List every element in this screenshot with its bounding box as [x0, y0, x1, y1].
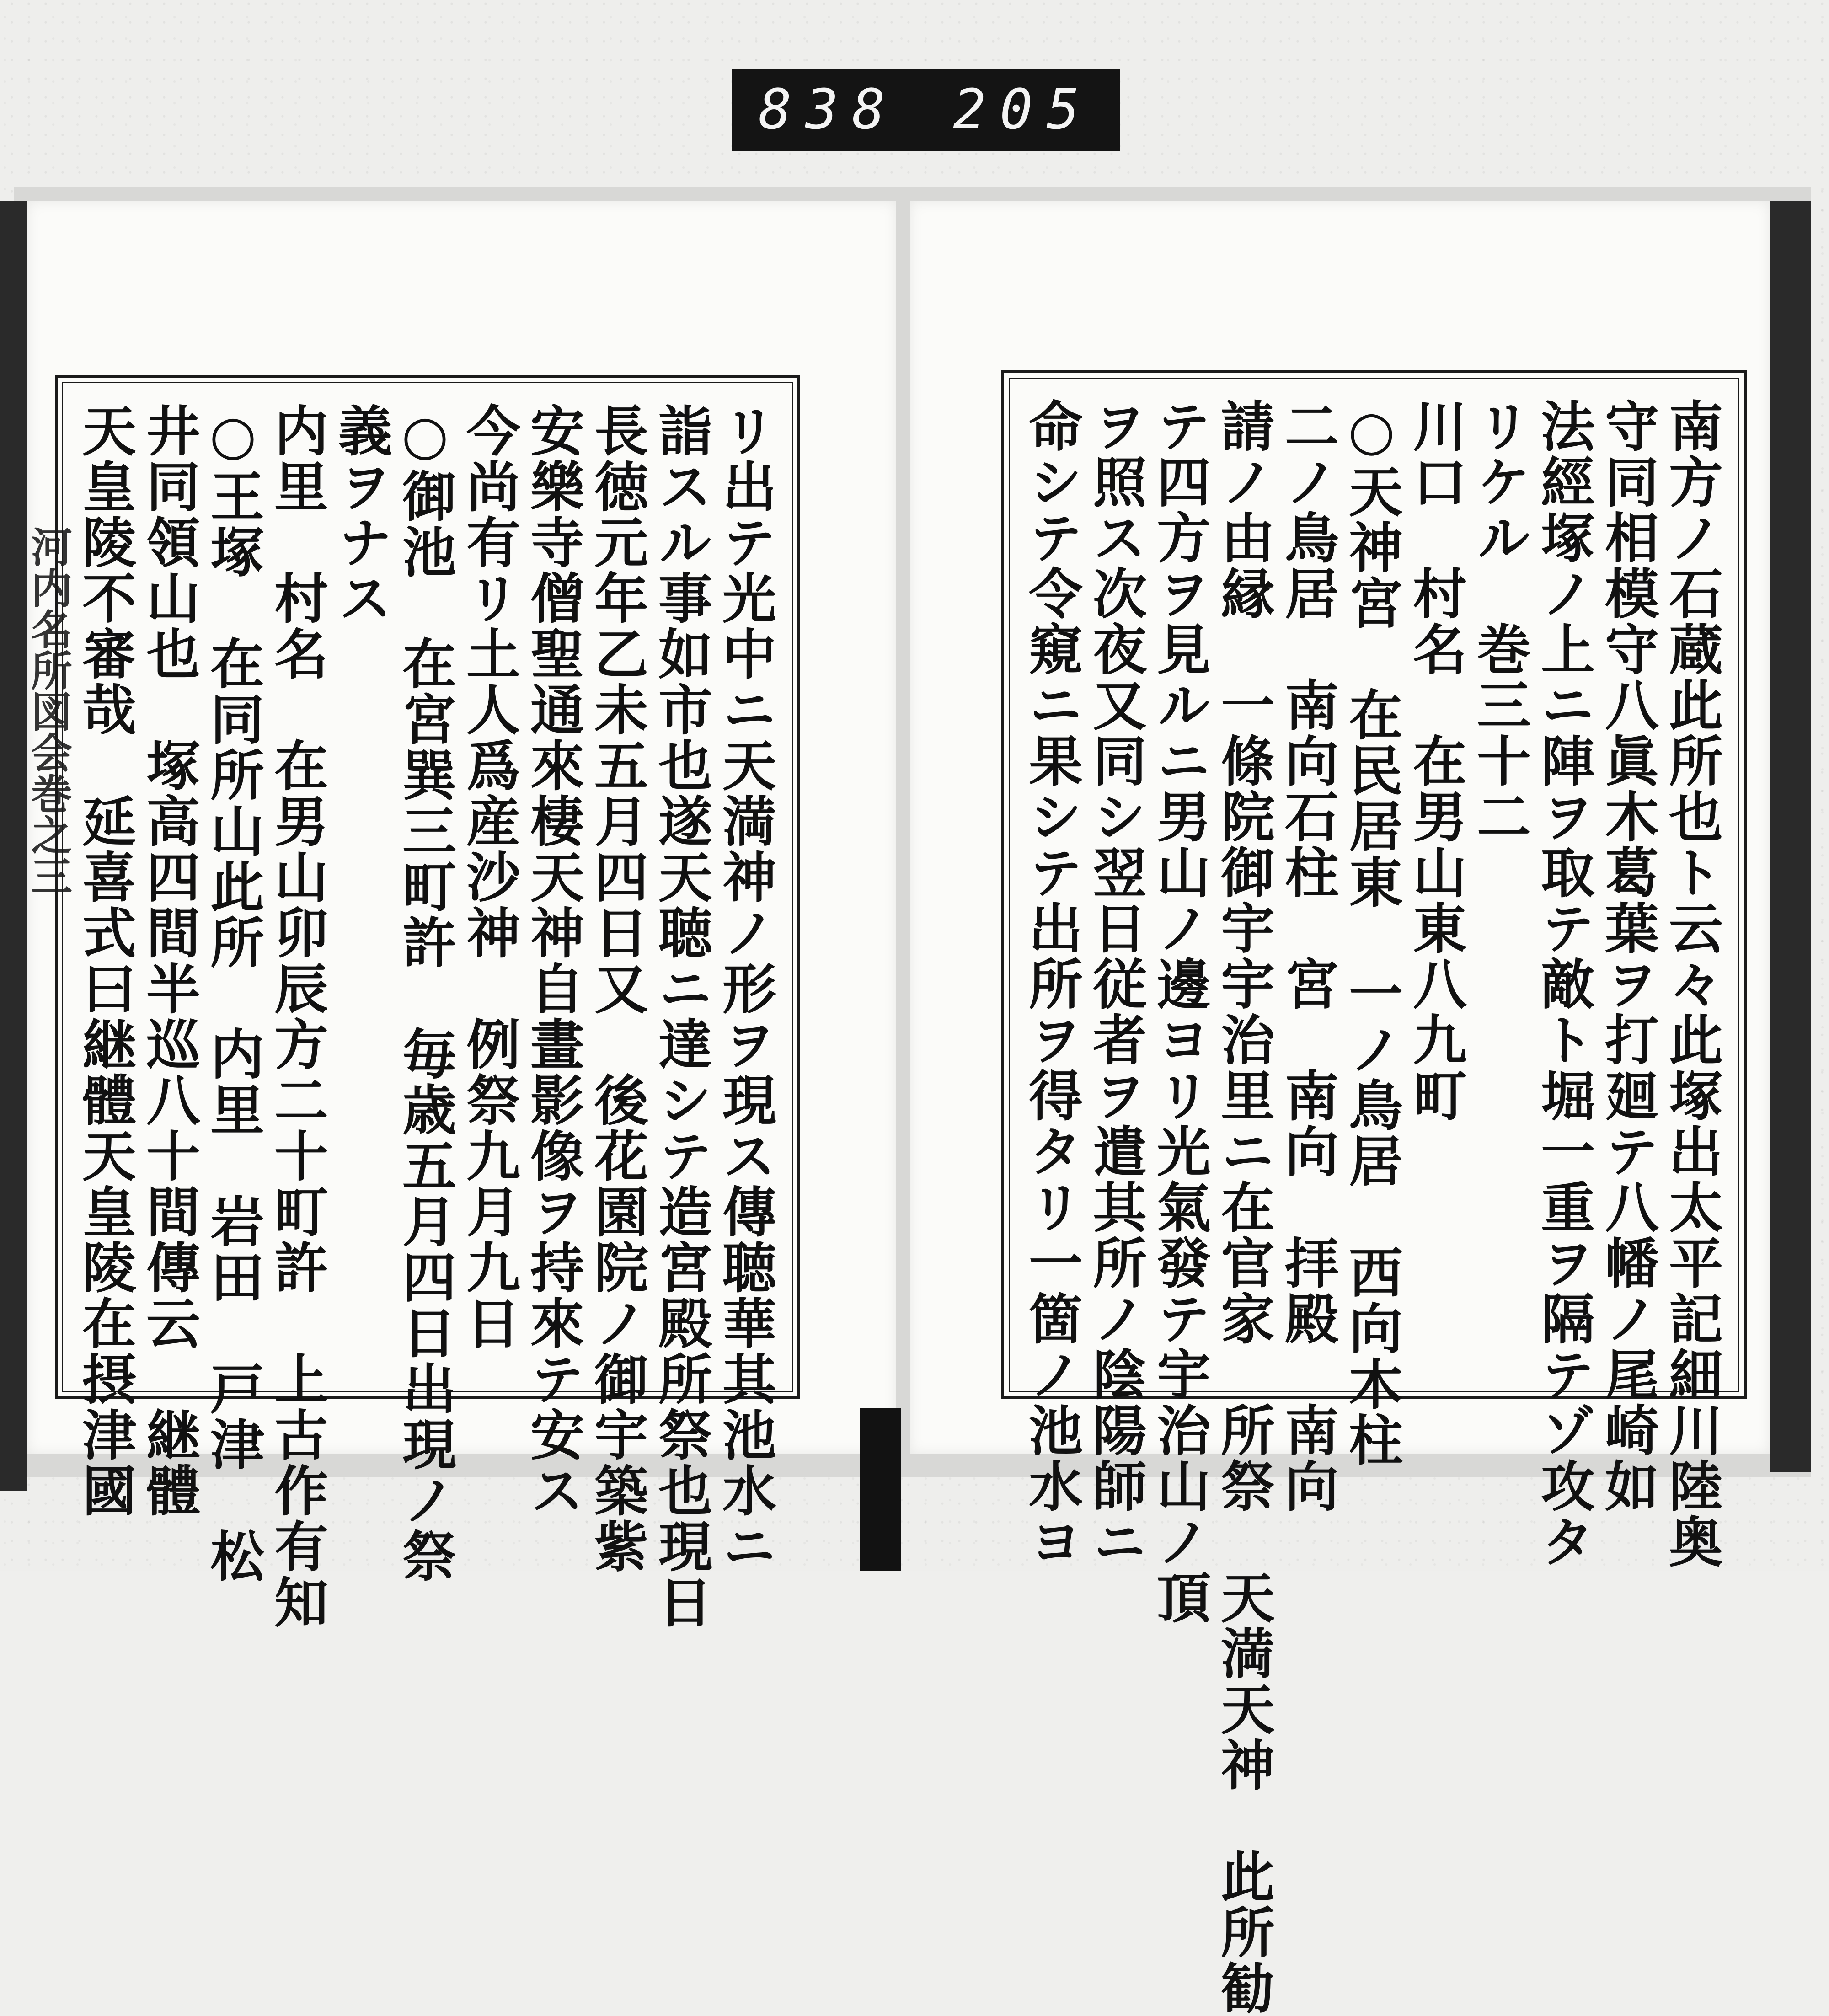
left-margin-title: 河内名所図会巻之三	[24, 526, 72, 896]
text-column: 今尚有リ土人爲産沙神 例祭九月九日	[457, 403, 521, 1351]
text-column: 天皇陵不審哉 延喜式曰継體天皇陵在摂津國	[73, 403, 137, 1519]
text-column: 守同相模守八眞木葛葉ヲ打廻テ八幡ノ尾崎如	[1596, 398, 1659, 1514]
text-column: 詣スル事如市也遂天聴ニ達シテ造宮殿所祭也現日	[649, 403, 713, 1630]
text-column: 川口 村名 在男山東八九町	[1404, 398, 1467, 1123]
text-column: テ四方ヲ見ルニ男山ノ邊ヨリ光氣發テ宇治山ノ頂	[1148, 398, 1211, 1626]
text-column: 長徳元年乙未五月四日又 後花園院ノ御宇築紫	[585, 403, 649, 1574]
text-column: ヲ照ス次夜又同シ翌日従者ヲ遣其所ノ陰陽師ニ	[1084, 398, 1147, 1570]
left-text-frame	[55, 375, 800, 1630]
text-column: 命シテ令窺ニ果シテ出所ヲ得タリ一箇ノ池水ヨ	[1020, 398, 1083, 1570]
page-number: 205	[953, 78, 1093, 142]
text-column: 請ノ由縁 一條院御宇宇治里ニ在官家 所祭 天満天神 此所勧	[1212, 398, 1275, 2016]
text-column: リケル 巻三十二	[1468, 398, 1531, 845]
binding-gutter	[860, 1408, 901, 1571]
text-column: リ出テ光中ニ天満神ノ形ヲ現ス傳聴華其池水ニ	[713, 403, 777, 1574]
text-column: 法經塚ノ上ニ陣ヲ取テ敵ト堀一重ヲ隔テゾ攻タ	[1532, 398, 1595, 1570]
text-column: 井同領山也 塚高四間半巡八十間傳云 継體	[137, 403, 201, 1519]
catalog-label-plate	[732, 69, 1120, 151]
text-column: 義ヲナス	[329, 403, 393, 626]
right-book-edge	[1770, 201, 1811, 1472]
text-column: ○王塚 在同所山此所 内里 岩田 戸津 松	[201, 403, 265, 1584]
text-column: ○御池 在宮巽三町許 毎歳五月四日出現ノ祭	[393, 403, 457, 1584]
catalog-number: 838	[759, 78, 899, 142]
text-column: ○天神宮 在民居東 一ノ鳥居 西向木柱	[1340, 398, 1403, 1468]
text-column: 安樂寺僧聖通來棲天神自畫影像ヲ持來テ安ス	[521, 403, 585, 1519]
text-column: 南方ノ石蔵此所也ト云々此塚出太平記細川陸奥	[1660, 398, 1723, 1570]
text-column: 内里 村名 在男山卯辰方二十町許 上古作有知	[265, 403, 329, 1630]
right-text-frame	[1001, 370, 1747, 2016]
text-column: 二ノ鳥居 南向石柱 宮 南向 拝殿 南向	[1276, 398, 1339, 1514]
